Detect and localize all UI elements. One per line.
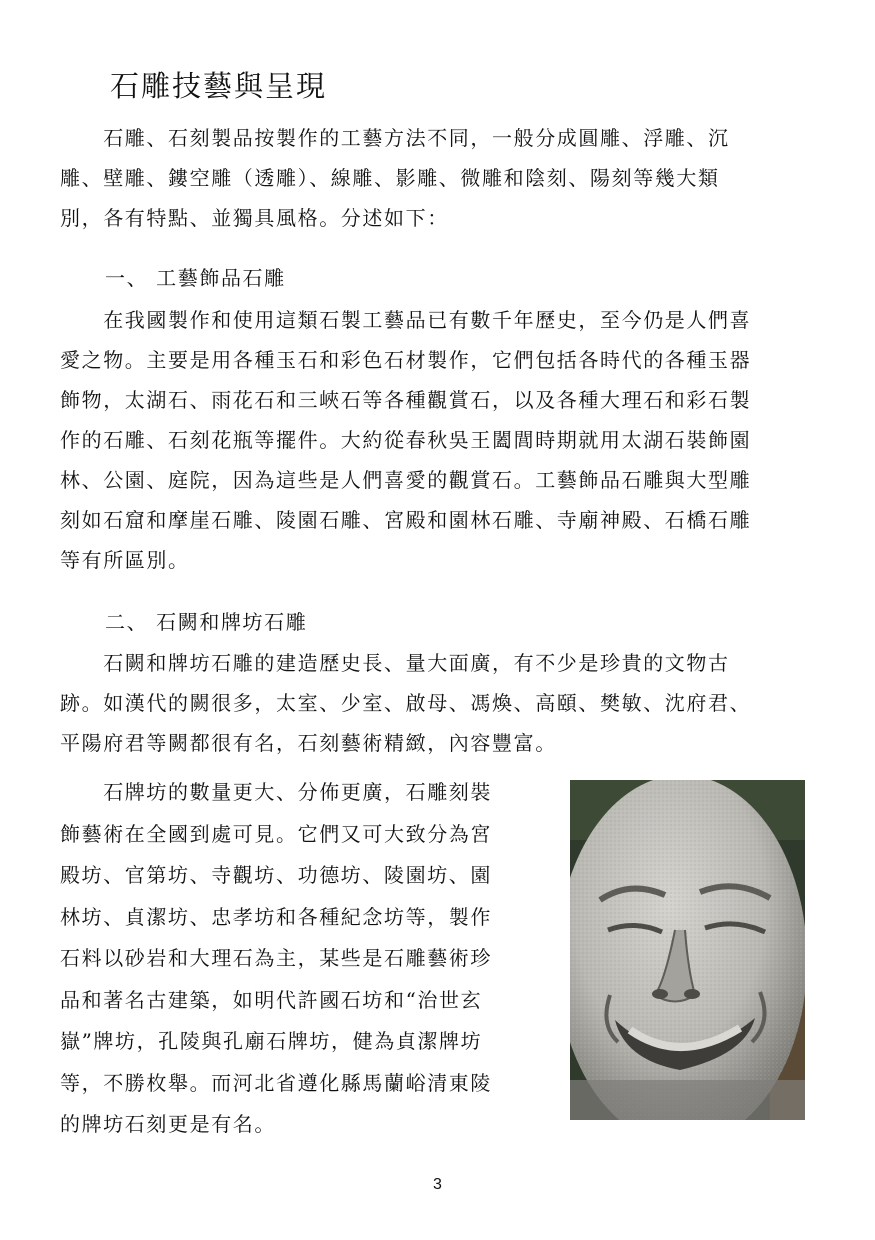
text-line: 等有所區別。 <box>60 548 190 572</box>
text-line: 石料以砂岩和大理石為主，某些是石雕藝術珍 <box>60 946 492 970</box>
section2-paragraph-2 <box>60 772 492 1146</box>
text-line: 刻如石窟和摩崖石雕、陵園石雕、宮殿和園林石雕、寺廟神殿、石橋石雕 <box>60 508 752 532</box>
text-line: 作的石雕、石刻花瓶等擺件。大約從春秋吳王闔閭時期就用太湖石裝飾園 <box>60 428 752 452</box>
page-title: 石雕技藝與呈現 <box>110 69 328 103</box>
stone-face-photo <box>570 780 805 1120</box>
text-line: 雕、壁雕、鏤空雕（透雕）、線雕、影雕、微雕和陰刻、陽刻等幾大類 <box>60 166 720 190</box>
text-line: 在我國製作和使用這類石製工藝品已有數千年歷史，至今仍是人們喜 <box>60 308 752 332</box>
text-line: 石牌坊的數量更大、分佈更廣，石雕刻裝 <box>60 780 492 804</box>
page-number: 3 <box>433 1176 442 1193</box>
text-line: 石闕和牌坊石雕的建造歷史長、量大面廣，有不少是珍貴的文物古 <box>60 651 730 675</box>
text-line: 品和著名古建築，如明代許國石坊和“治世玄 <box>60 987 483 1012</box>
intro-paragraph <box>60 118 730 238</box>
stone-face-illustration <box>570 780 805 1120</box>
text-line: 等，不勝枚舉。而河北省遵化縣馬蘭峪清東陵 <box>60 1070 492 1095</box>
text-line: 殿坊、官第坊、寺觀坊、功德坊、陵園坊、園 <box>60 863 492 887</box>
text-line: 飾物，太湖石、雨花石和三峽石等各種觀賞石，以及各種大理石和彩石製 <box>60 388 752 412</box>
text-line: 別，各有特點、並獨具風格。分述如下： <box>60 206 449 230</box>
section1-heading: 一、 工藝飾品石雕 <box>105 266 286 290</box>
text-line: 的牌坊石刻更是有名。 <box>60 1112 276 1136</box>
text-line: 嶽”牌坊，孔陵與孔廟石牌坊，健為貞潔牌坊 <box>60 1029 483 1053</box>
section2-heading: 二、 石闕和牌坊石雕 <box>105 610 308 634</box>
section1-paragraph <box>60 300 751 580</box>
text-line: 飾藝術在全國到處可見。它們又可大致分為宮 <box>60 821 492 846</box>
section2-paragraph <box>60 643 751 763</box>
text-line: 石雕、石刻製品按製作的工藝方法不同，一般分成圓雕、浮雕、沉 <box>60 126 730 150</box>
text-line: 平陽府君等闕都很有名，石刻藝術精緻，內容豐富。 <box>60 731 557 755</box>
text-line: 愛之物。主要是用各種玉石和彩色石材製作，它們包括各時代的各種玉器 <box>60 348 752 372</box>
text-line: 林、公園、庭院，因為這些是人們喜愛的觀賞石。工藝飾品石雕與大型雕 <box>60 468 752 492</box>
text-line: 林坊、貞潔坊、忠孝坊和各種紀念坊等，製作 <box>60 904 492 929</box>
text-line: 跡。如漢代的闕很多，太室、少室、啟母、馮煥、高頤、樊敏、沈府君、 <box>60 691 752 715</box>
